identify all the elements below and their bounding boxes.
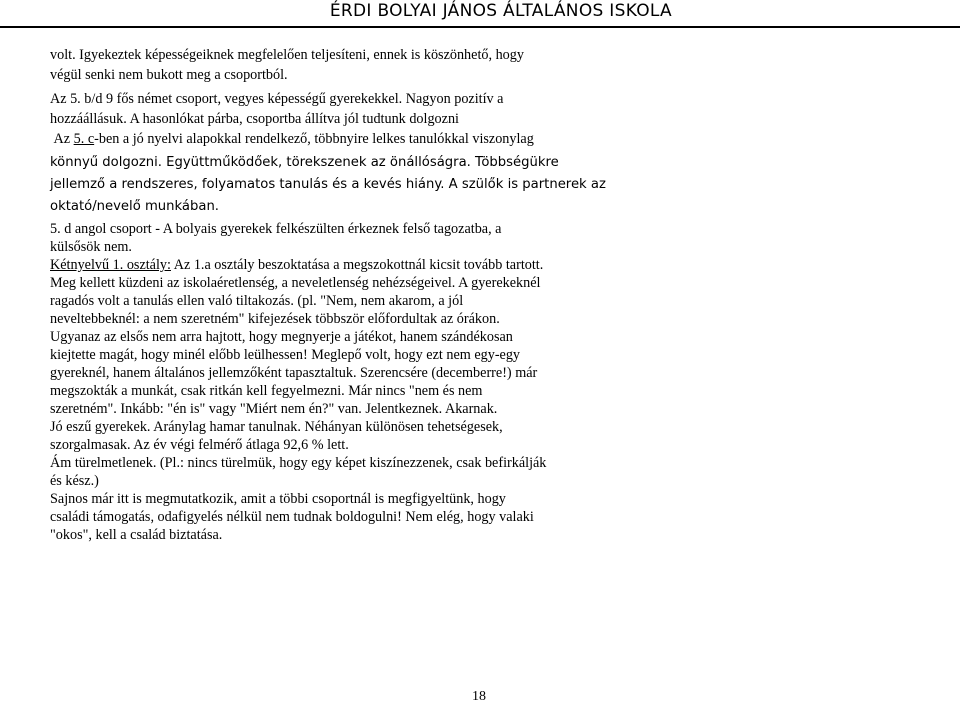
text-line: könnyű dolgozni. Együttműködőek, törekszenek az önállóságra. Többségükre xyxy=(50,155,559,170)
text-line: külsősök nem. xyxy=(50,239,132,255)
text-line: megszokták a munkát, csak ritkán kell fegyelmezni. Már nincs "nem és nem xyxy=(50,383,483,399)
header-divider xyxy=(0,26,960,28)
text-line: ragadós volt a tanulás ellen való tiltakozás. (pl. "Nem, nem akarom, a jól xyxy=(50,293,464,309)
text-fragment: Az xyxy=(50,131,74,147)
text-line: "okos", kell a család biztatása. xyxy=(50,527,223,543)
text-line: szorgalmasak. Az év végi felmérő átlaga 92,6 % lett. xyxy=(50,437,349,453)
text-line: 5. d angol csoport - A bolyais gyerekek felkészülten érkeznek felső tagozatba, a xyxy=(50,221,502,237)
text-line: és kész.) xyxy=(50,473,99,489)
text-line xyxy=(50,256,543,274)
text-line: Az 5. b/d 9 fős német csoport, vegyes képességű gyerekekkel. Nagyon pozitív a xyxy=(50,91,504,107)
text-line: szeretném". Inkább: "én is" vagy "Miért nem én?" van. Jelentkeznek. Akarnak. xyxy=(50,401,498,417)
text-line: kiejtette magát, hogy minél előbb leülhessen! Meglepő volt, hogy ezt nem egy-egy xyxy=(50,347,521,363)
text-line: hozzáállásuk. A hasonlókat párba, csoportba állítva jól tudtunk dolgozni xyxy=(50,111,459,127)
text-line: Jó eszű gyerekek. Aránylag hamar tanulnak. Néhányan különösen tehetségesek, xyxy=(50,419,503,435)
text-line xyxy=(50,130,534,148)
text-line: Ám türelmetlenek. (Pl.: nincs türelmük, hogy egy képet kiszínezzenek, csak befirkálják xyxy=(50,455,547,471)
text-line: oktató/nevelő munkában. xyxy=(50,199,220,214)
page-number: 18 xyxy=(472,689,486,704)
text-line: volt. Igyekeztek képességeiknek megfelelően teljesíteni, ennek is köszönhető, hogy xyxy=(50,47,524,63)
text-line: Meg kellett küzdeni az iskolaéretlenség, a neveletlenség nehézségeivel. A gyerekeknél xyxy=(50,275,541,291)
underlined-class-name: 5. c xyxy=(73,131,95,147)
text-line: családi támogatás, odafigyelés nélkül nem tudnak boldogulni! Nem elég, hogy valaki xyxy=(50,509,534,525)
text-fragment: -ben a jó nyelvi alapokkal rendelkező, többnyire lelkes tanulókkal viszonylag xyxy=(94,131,534,147)
text-line: gyereknél, hanem általános jellemzőként tapasztaltuk. Szerencsére (decemberre!) már xyxy=(50,365,538,381)
text-line: végül senki nem bukott meg a csoportból. xyxy=(50,67,288,83)
underlined-section-title: Kétnyelvű 1. osztály: xyxy=(50,257,171,273)
text-line: Ugyanaz az elsős nem arra hajtott, hogy megnyerje a játékot, hanem szándékosan xyxy=(50,329,513,345)
text-line: neveltebbeknél: a nem szeretném" kifejezések többször előfordultak az órákon. xyxy=(50,311,500,327)
text-fragment: Az 1.a osztály beszoktatása a megszokottnál kicsit tovább tartott. xyxy=(170,257,544,273)
text-line: Sajnos már itt is megmutatkozik, amit a többi csoportnál is megfigyeltünk, hogy xyxy=(50,491,506,507)
school-name-header: ÉRDI BOLYAI JÁNOS ÁLTALÁNOS ISKOLA xyxy=(329,1,672,21)
page-header xyxy=(0,0,960,26)
text-line: jellemző a rendszeres, folyamatos tanulás és a kevés hiány. A szülők is partnerek az xyxy=(50,177,606,192)
